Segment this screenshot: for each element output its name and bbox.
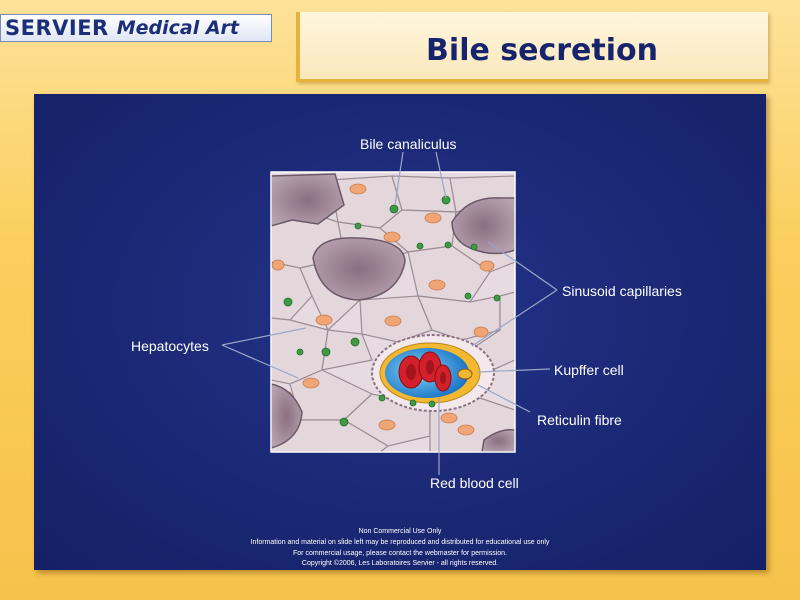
footer-line-3: For commercial usage, please contact the webmaster for permission. (293, 550, 507, 557)
footer-line-1: Non Commercial Use Only (358, 528, 442, 535)
footer-line-2: Information and material on slide left may be reproduced and distributed for educational use only (250, 539, 550, 546)
sinusoid-cross-section (372, 335, 494, 411)
label-reticulin-fibre: Reticulin fibre (537, 412, 622, 428)
logo-servier-text: SERVIER (5, 15, 109, 40)
label-bile-canaliculus: Bile canaliculus (360, 136, 457, 152)
label-kupffer-cell: Kupffer cell (554, 362, 624, 378)
logo-medical-art-text: Medical Art (116, 16, 240, 39)
kupffer-cell-body (458, 369, 472, 379)
label-red-blood-cell: Red blood cell (430, 475, 519, 491)
tissue-block (271, 172, 515, 452)
footer-line-4: Copyright ©2006, Les Laboratoires Servier - all rights reserved. (301, 560, 499, 567)
label-hepatocytes: Hepatocytes (131, 338, 209, 354)
page-title: Bile secretion (426, 33, 658, 68)
label-sinusoid-capillaries: Sinusoid capillaries (562, 283, 682, 299)
